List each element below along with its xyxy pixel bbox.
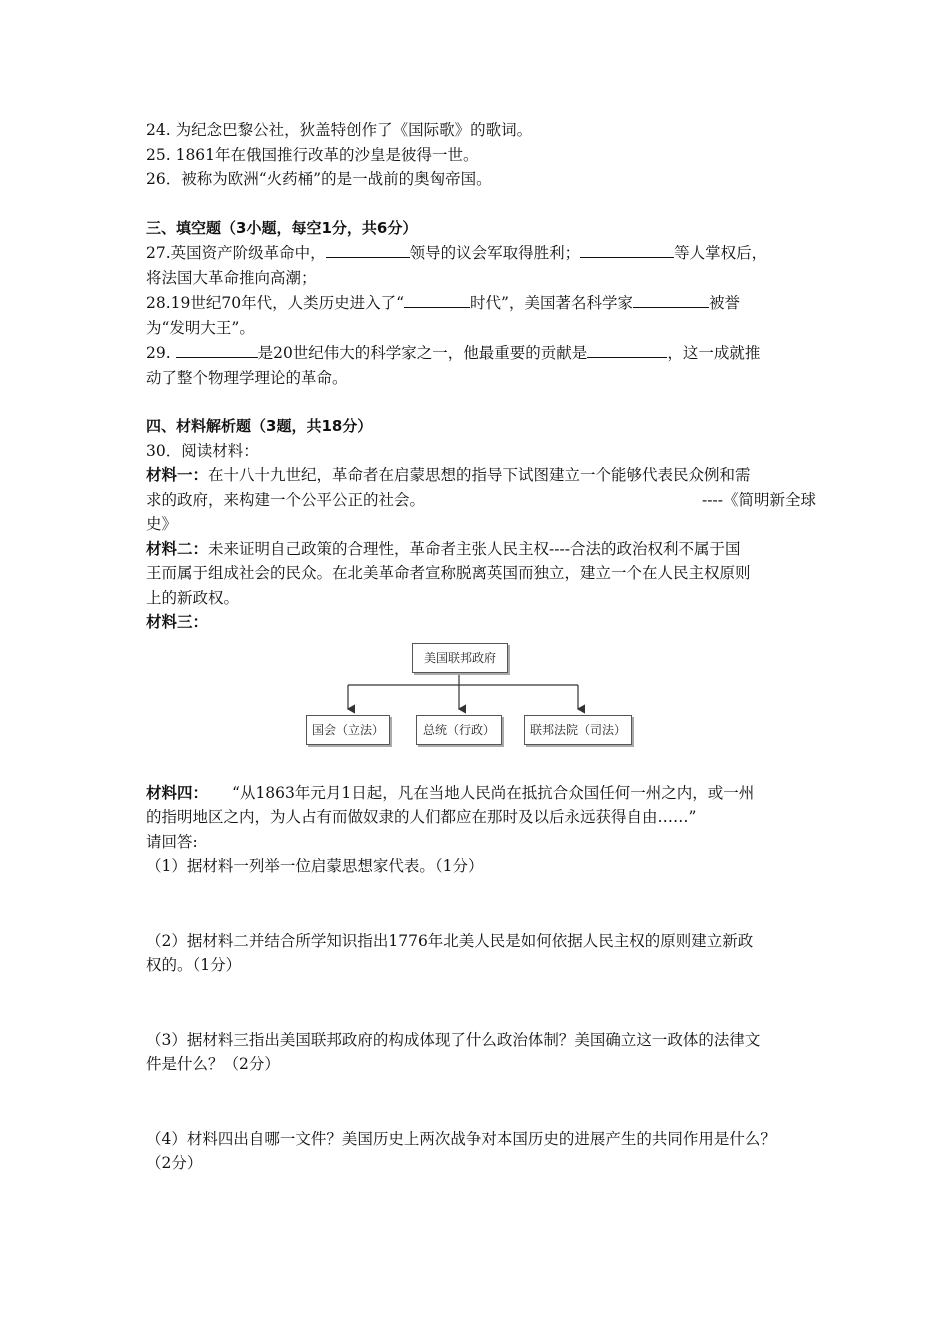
question-29: 29. 是20世纪伟大的科学家之一，他最重要的贡献是 ，这一成就推 (146, 340, 816, 366)
exam-page (146, 118, 816, 1176)
blank-29-1 (176, 340, 258, 358)
material-1-label: 材料一： (146, 466, 209, 484)
material-1-source-end: 史》 (146, 515, 178, 533)
question-26: 26．被称为欧洲“火药桶”的是一战前的奥匈帝国。 (146, 170, 492, 188)
question-25: 25. 1861年在俄国推行改革的沙皇是彼得一世。 (146, 145, 479, 164)
material-1-cont: 求的政府，来构建一个公平公正的社会。 ----《简明新全球 (146, 488, 816, 513)
question-24: 24. 为纪念巴黎公社，狄盖特创作了《国际歌》的歌词。 (146, 121, 533, 139)
material-2-label: 材料二： (146, 539, 209, 558)
material-4-label: 材料四： (146, 783, 209, 802)
sub-question-1: （1）据材料一列举一位启蒙思想家代表。（1分） (146, 857, 484, 875)
material-4-cont: 的指明地区之内，为人占有而做奴隶的人们都应在那时及以后永远获得自由……” (146, 808, 697, 826)
material-3-label: 材料三： (146, 613, 209, 631)
question-28: 28.19世纪70年代，人类历史进入了“ 时代”，美国著名科学家 被誉 (146, 290, 816, 316)
question-27-cont: 将法国大革命推向高潮； (146, 268, 317, 287)
sub-question-4-cont: （2分） (146, 1154, 203, 1172)
federal-court-box: 联邦法院（司法） (524, 715, 632, 745)
blank-27-2 (580, 240, 674, 258)
blank-29-2 (587, 340, 667, 358)
federal-government-box: 美国联邦政府 (412, 643, 508, 673)
section-4-title: 四、材料解析题（3题，共18分） (146, 417, 373, 435)
question-30-intro: 30．阅读材料： (146, 441, 259, 460)
blank-28-2 (633, 290, 709, 308)
question-28-cont: 为“发明大王”。 (146, 318, 255, 337)
sub-question-2-cont: 权的。（1分） (146, 956, 242, 974)
president-box: 总统（行政） (416, 715, 502, 745)
sub-question-4: （4）材料四出自哪一文件？美国历史上两次战争对本国历史的进展产生的共同作用是什么？ (146, 1129, 776, 1148)
material-2: 材料二：未来证明自己政策的合理性，革命者主张人民主权----合法的政治权利不属于国 (146, 539, 741, 558)
blank-27-1 (326, 240, 410, 258)
blank-28-1 (404, 290, 470, 308)
sub-question-3-cont: 件是什么？（2分） (146, 1055, 280, 1073)
material-1: 材料一：在十八十九世纪，革命者在启蒙思想的指导下试图建立一个能够代表民众例和需 (146, 466, 751, 484)
congress-box: 国会（立法） (306, 715, 390, 745)
question-29-cont: 动了整个物理学理论的革命。 (146, 368, 348, 387)
question-27: 27.英国资产阶级革命中， 领导的议会军取得胜利； 等人掌权后， (146, 240, 816, 266)
government-structure-diagram (146, 639, 816, 759)
sub-question-2: （2）据材料二并结合所学知识指出1776年北美人民是如何依据人民主权的原则建立新政 (146, 931, 754, 950)
sub-question-3: （3）据材料三指出美国联邦政府的构成体现了什么政治体制？美国确立这一政体的法律文 (146, 1030, 761, 1049)
section-3-title: 三、填空题（3小题，每空1分，共6分） (146, 218, 418, 237)
material-2-cont: 王而属于组成社会的民众。在北美革命者宣称脱离英国而独立，建立一个在人民主权原则 (146, 564, 751, 582)
answer-prompt: 请回答: (146, 832, 198, 851)
material-4: 材料四： “从1863年元月1日起，凡在当地人民尚在抵抗合众国任何一州之内，或一州 (146, 783, 755, 802)
material-2-end: 上的新政权。 (146, 588, 240, 607)
material-1-source: ----《简明新全球 (702, 490, 816, 509)
